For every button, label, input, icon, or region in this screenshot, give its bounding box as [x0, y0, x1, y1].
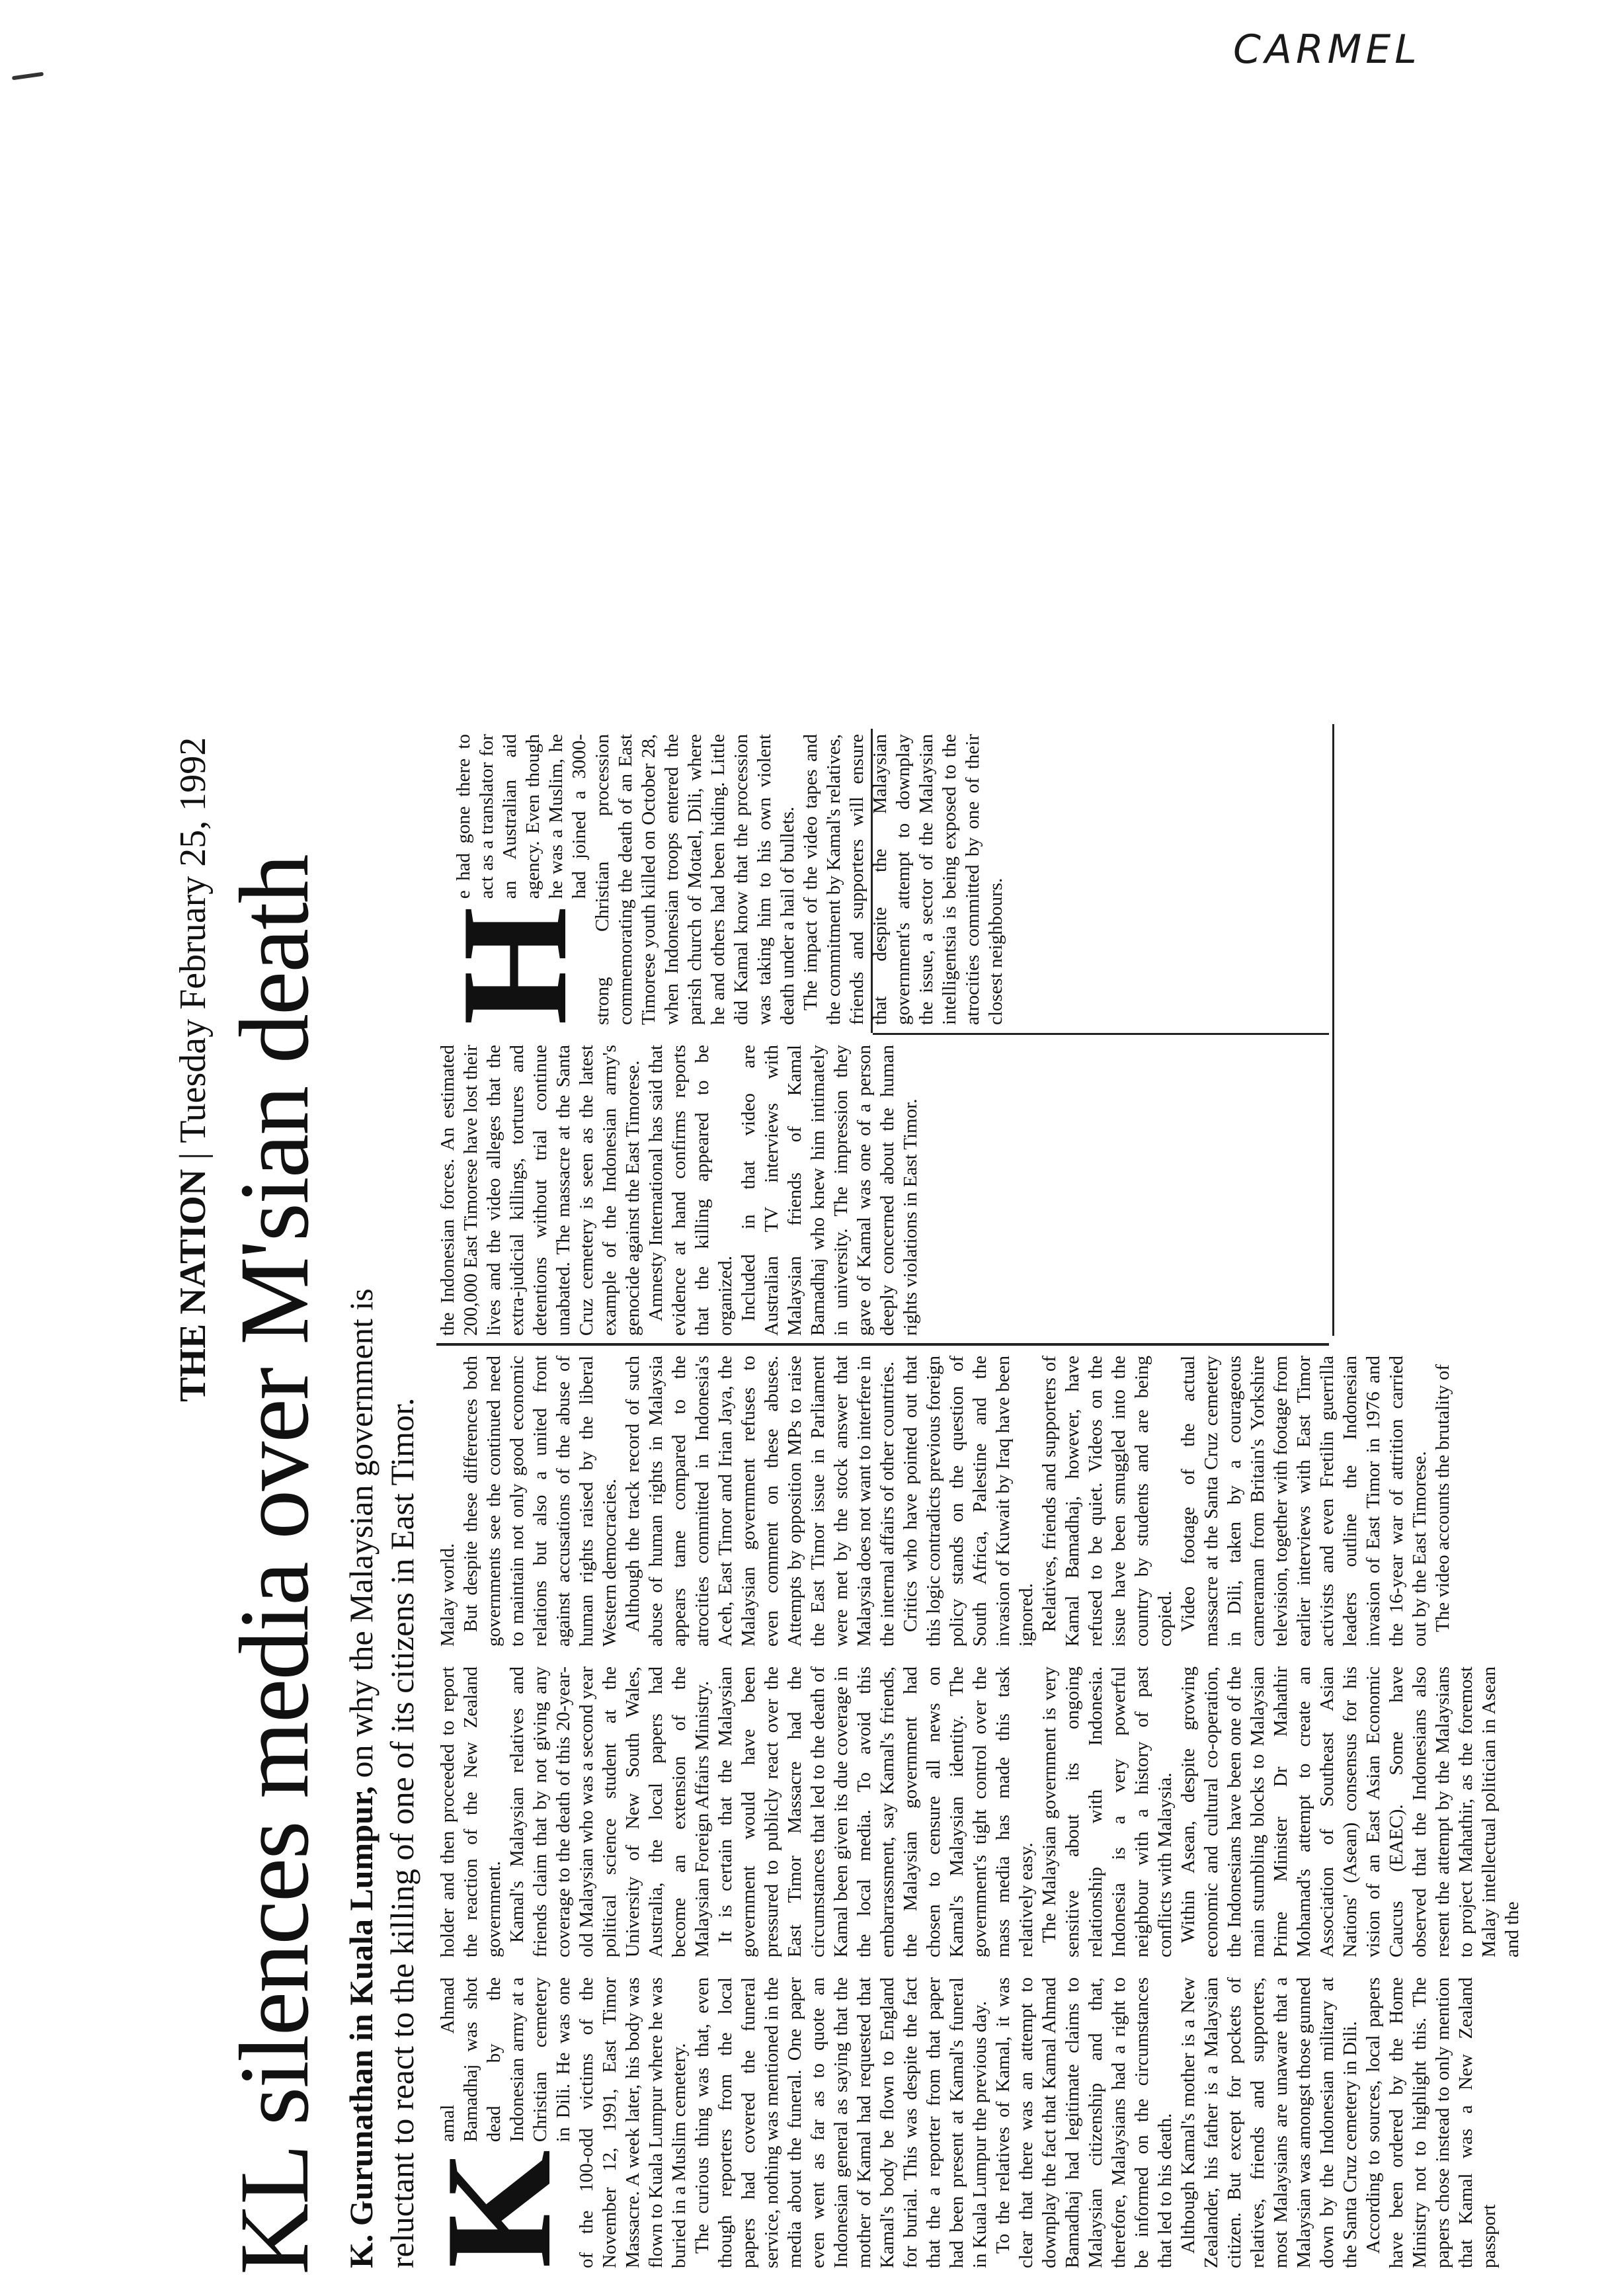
- paragraph: Malay world.: [437, 1543, 458, 1647]
- article-column-1: [414, 1977, 1501, 2268]
- drop-cap: H: [430, 907, 598, 1025]
- paragraph: Included in that video are Australian TV interviews with Malaysian friends of Kamal Bamadhaj who knew him intimately in university. The impression they gave of Kamal was one of a person deeply concerned about the human rights violations in East Timor.: [738, 1045, 921, 1336]
- paragraph: the Indonesian forces. An estimated 200,000 East Timorese have lost their lives and the video alleges that the extra-judicial killings, tortures and detentions without trial continue unabated. The massacre at the Santa Cruz cemetery is seen as the latest example of the Indonesian army's genocide against the East Timorese.: [437, 1045, 643, 1336]
- paragraph: Video footage of the actual massacre at the Santa Cruz cemetery in Dili, taken by a courageous cameraman from Britain's Yorkshire television, together with footage from earlier interviews with East Timor activists and even Fretilin guerrilla leaders outline the Indonesian invasion of East Timor in 1976 and the 16-year war of attrition carried out by the East Timorese.: [1178, 1356, 1430, 1647]
- handwritten-tag: CARMEL: [1233, 26, 1421, 73]
- column-5-body: [430, 734, 1008, 1025]
- paragraph: Kamal's Malaysian relatives and friends claim that by not giving any coverage to the death of this 20-year-old Malaysian who was a second year political science student at the University of New South Wales, Australia, the local papers had become an extension of the Malaysian Foreign Affairs Ministry.: [506, 1666, 713, 1957]
- paragraph: The video accounts the brutality of: [1432, 1364, 1453, 1632]
- paragraph: Although the track record of such abuse of human rights in Malaysia appears tame compared to the atrocities committed in Indonesia's Aceh, East Timor and Irian Jaya, the Malaysian government refuses to even comment on these abuses. Attempts by opposition MPs to raise the East Timor issue in Parliament were met by the stock answer that Malaysia does not want to interfere in the internal affairs of other countries.: [622, 1356, 898, 1647]
- paragraph: It is certain that the Malaysian government would have been pressured to publicly react over the East Timor Massacre had the circumstances that led to the death of Kamal been given its due coverage in the local media. To avoid this embarrassment, say Kamal's friends, the Malaysian government had chosen to censure all news on Kamal's Malaysian identity. The government's tight control over the mass media has made this task relatively easy.: [715, 1666, 1037, 1957]
- section-name: THE NATION: [173, 1168, 214, 1402]
- paragraph: amal Ahmad Bamadhaj was shot dead by the Indonesian army at a Christian cemetery in Dili. He was one of the 100-odd victims of the November 12, 1991, East Timor Massacre. A week later, his body was flown to Kuala Lumpur where he was buried in a Muslim cemetery.: [437, 1977, 690, 2268]
- column-rule: [1332, 724, 1334, 1336]
- paragraph: But despite these differences both governments see the continued need to maintain not only good economic relations but also a united front against accusations of the abuse of human rights raised by the liberal Western democracies.: [460, 1356, 620, 1647]
- paragraph: The curious thing was that, even though reporters from the local papers had covered the funeral service, nothing was mentioned in the media about the funeral. One paper even went as far as to quote an Indonesian general as saying that the mother of Kamal had requested that Kamal's body be flown to England for burial. This was despite the fact that the a reporter from that paper had been present at Kamal's funeral in Kuala Lumpur the previous day.: [692, 1977, 990, 2268]
- stray-pen-mark: [12, 72, 44, 81]
- paragraph: holder and then proceeded to report the reaction of the New Zealand government.: [437, 1666, 504, 1957]
- paragraph: The impact of the video tapes and the commitment by Kamal's relatives, friends and supporters will ensure that despite the Malaysian government's attempt to downplay the issue, a sector of the Malaysian intelligentsia is being exposed to the atrocities committed by one of their closest neighbours.: [800, 734, 1006, 1025]
- paragraph: Within Asean, despite growing economic and cultural co-operation, the Indonesians have been one of the main stumbling blocks to Malaysian Prime Minister Dr Mahathir Mohamad's attempt to create an Association of Southeast Asian Nations' (Asean) consensus for his vision of an East Asian Economic Caucus (EAEC). Some have observed that the Indonesians also resent the attempt by the Malaysians to project Mahathir, as the foremost Malay intellectual politician in Asean and the: [1178, 1666, 1523, 1957]
- article-column-2: [436, 1666, 1524, 1957]
- paragraph: Critics who have pointed out that this logic contradicts previous foreign policy stands on the question of South Africa, Palestine and the invasion of Kuwait by Iraq have been ignored.: [900, 1356, 1037, 1647]
- deck: on why the Malaysian government is reluctant to react to the killing of one of its citizens in East Timor.: [342, 1288, 421, 2268]
- headline: KL silences media over M'sian death: [220, 855, 329, 2275]
- article-column-4: [436, 1045, 922, 1336]
- column-rule: [873, 1033, 1329, 1035]
- subheadline: [341, 1170, 422, 2268]
- dateline: [172, 635, 214, 1402]
- paragraph: Although Kamal's mother is a New Zealander, his father is a Malaysian citizen. But except for pockets of relatives, friends and supporters, most Malaysians are unaware that a Malaysian was amongst those gunned down by the Indonesian military at the Santa Cruz cemetery in Dili.: [1178, 1977, 1361, 2268]
- article-column-3: [436, 1356, 1455, 1647]
- article-column-5: [430, 734, 1008, 1025]
- byline: K. Gurunathan in Kuala Lumpur,: [342, 1786, 380, 2268]
- paragraph: The Malaysian government is very sensitive about its ongoing relationship with Indonesia. Indonesia is a very powerful neighbour with a history of past conflicts with Malaysia.: [1039, 1666, 1176, 1957]
- column-rule: [436, 1343, 1329, 1346]
- newspaper-clipping: [159, 555, 1523, 2275]
- paragraph: To the relatives of Kamal, it was clear that there was an attempt to downplay the fact that Kamal Ahmad Bamadhaj had legitimate claims to Malaysian citizenship and that, therefore, Malaysians had a right to be informed on the circumstances that led to his death.: [992, 1977, 1176, 2268]
- paragraph: Amnesty International has said that evidence at hand confirms reports that the killing appeared to be organized.: [645, 1045, 736, 1336]
- dateline-separator: |: [173, 1152, 214, 1160]
- paragraph: e had gone there to act as a translator for an Australian aid agency. Even though he was a Muslim, he had joined a 3000-strong Christian procession commemorating the death of an East Timorese youth killed on October 28, when Indonesian troops entered the parish church of Motael, Dili, where he and others had been hiding. Little did Kamal know that the procession was taking him to his own violent death under a hail of bullets.: [453, 734, 798, 1025]
- paragraph: Relatives, friends and supporters of Kamal Bamadhaj, however, have refused to be quiet. Videos on the issue have been smuggled into the country by students and are being copied.: [1039, 1356, 1176, 1647]
- paragraph: According to sources, local papers have been ordered by the Home Ministry not to highlight this. The papers chose instead to only mention that Kamal was a New Zealand passport: [1363, 1977, 1500, 2268]
- drop-cap: K: [414, 2150, 583, 2268]
- issue-date: Tuesday February 25, 1992: [173, 737, 214, 1143]
